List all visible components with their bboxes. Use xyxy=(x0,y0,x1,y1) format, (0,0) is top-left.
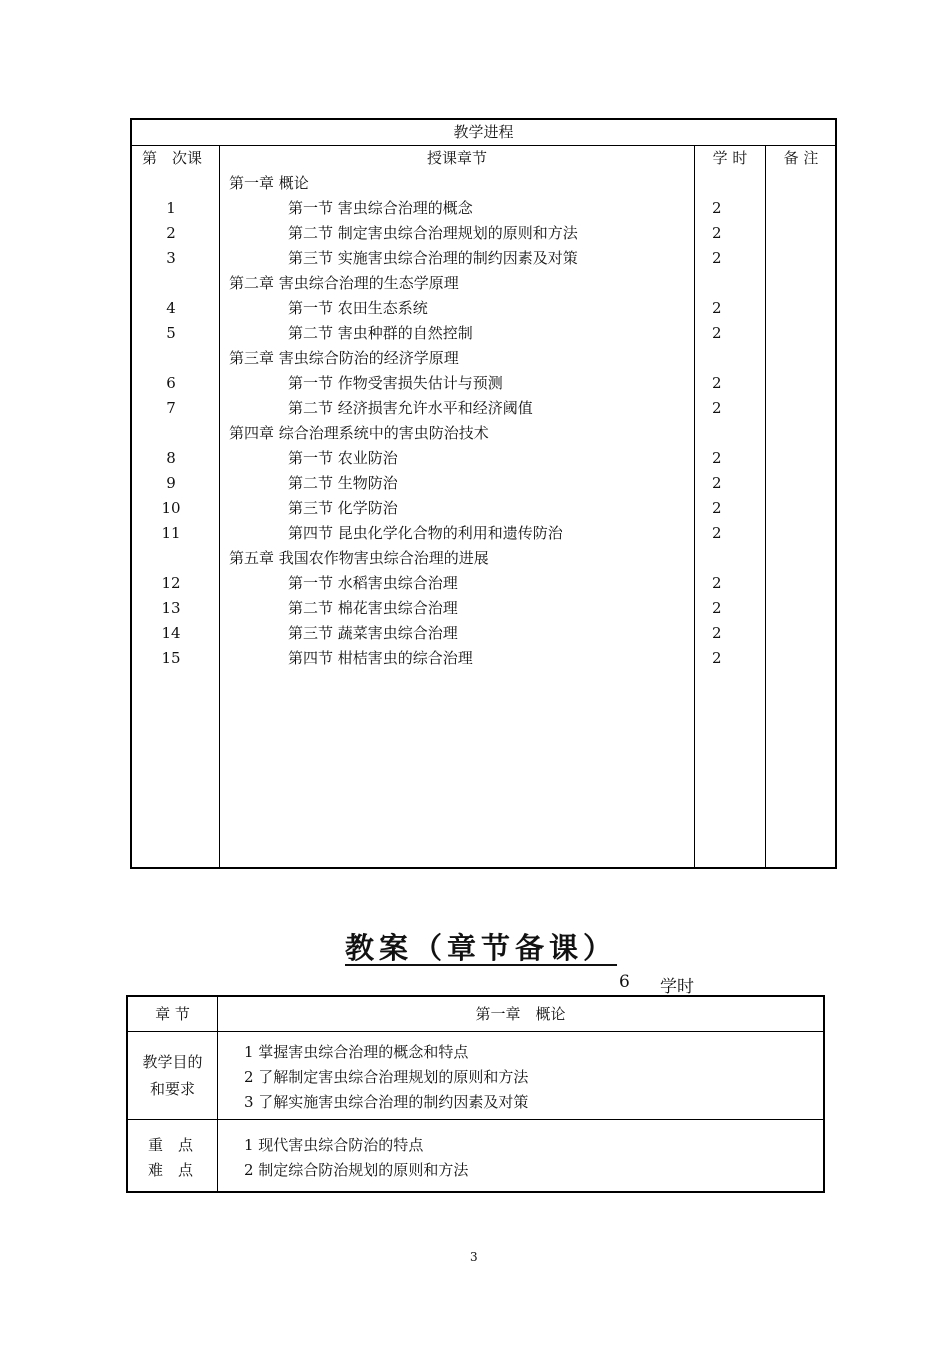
session-number: 2 xyxy=(166,224,176,242)
section-title: 第四节 柑桔害虫的综合治理 xyxy=(288,649,473,667)
section-title: 第三节 蔬菜害虫综合治理 xyxy=(288,624,458,642)
divider xyxy=(694,146,695,867)
section-hours: 2 xyxy=(712,599,722,617)
section-hours: 2 xyxy=(712,249,722,267)
session-number: 5 xyxy=(166,324,176,342)
section-hours: 2 xyxy=(712,449,722,467)
chapter-heading: 第二章 害虫综合治理的生态学原理 xyxy=(229,274,459,292)
session-number: 4 xyxy=(166,299,176,317)
header-hours: 学 时 xyxy=(712,149,748,167)
schedule-table xyxy=(130,118,837,869)
lesson-plan-title: 教案（章节备课） xyxy=(345,931,618,965)
divider xyxy=(217,997,218,1191)
session-number: 6 xyxy=(166,374,176,392)
session-number: 7 xyxy=(166,399,176,417)
session-number: 10 xyxy=(161,499,181,517)
section-title: 第二节 经济损害允许水平和经济阈值 xyxy=(288,399,533,417)
section-hours: 2 xyxy=(712,624,722,642)
session-number: 12 xyxy=(161,574,181,592)
page-number: 3 xyxy=(470,1250,478,1264)
key-label: 难 点 xyxy=(148,1161,194,1179)
section-title: 第四节 昆虫化学化合物的利用和遗传防治 xyxy=(288,524,563,542)
section-hours: 2 xyxy=(712,399,722,417)
goals-label: 和要求 xyxy=(149,1080,195,1098)
header-chapter: 授课章节 xyxy=(426,149,487,167)
session-number: 3 xyxy=(166,249,176,267)
chapter-label: 章 节 xyxy=(155,1005,190,1023)
divider xyxy=(219,146,220,867)
section-title: 第一节 农业防治 xyxy=(288,449,398,467)
chapter-heading: 第五章 我国农作物害虫综合治理的进展 xyxy=(229,549,489,567)
key-point-item: 1 现代害虫综合防治的特点 xyxy=(244,1136,424,1154)
session-number: 8 xyxy=(166,449,176,467)
section-hours: 2 xyxy=(712,499,722,517)
chapter-value: 第一章 概论 xyxy=(475,1005,566,1023)
divider xyxy=(128,1119,823,1120)
session-number: 15 xyxy=(161,649,181,667)
key-label: 重 点 xyxy=(148,1136,194,1154)
section-hours: 2 xyxy=(712,649,722,667)
header-session: 第 次课 xyxy=(142,149,203,167)
session-number: 1 xyxy=(166,199,176,217)
goal-item: 3 了解实施害虫综合治理的制约因素及对策 xyxy=(244,1093,529,1111)
section-title: 第一节 水稻害虫综合治理 xyxy=(288,574,458,592)
section-hours: 2 xyxy=(712,374,722,392)
section-title: 第一节 农田生态系统 xyxy=(288,299,428,317)
goal-item: 2 了解制定害虫综合治理规划的原则和方法 xyxy=(244,1068,529,1086)
section-title: 第三节 实施害虫综合治理的制约因素及对策 xyxy=(288,249,578,267)
section-title: 第三节 化学防治 xyxy=(288,499,398,517)
section-title: 第一节 害虫综合治理的概念 xyxy=(288,199,473,217)
session-number: 11 xyxy=(161,524,181,542)
chapter-heading: 第四章 综合治理系统中的害虫防治技术 xyxy=(229,424,489,442)
section-hours: 2 xyxy=(712,574,722,592)
section-title: 第一节 作物受害损失估计与预测 xyxy=(288,374,503,392)
section-hours: 2 xyxy=(712,524,722,542)
key-point-item: 2 制定综合防治规划的原则和方法 xyxy=(244,1161,469,1179)
hours-label: 学时 xyxy=(660,977,694,997)
lesson-plan-table xyxy=(126,995,825,1193)
section-hours: 2 xyxy=(712,324,722,342)
chapter-heading: 第一章 概论 xyxy=(229,174,309,192)
section-title: 第二节 生物防治 xyxy=(288,474,398,492)
section-hours: 2 xyxy=(712,199,722,217)
session-number: 14 xyxy=(161,624,181,642)
goal-item: 1 掌握害虫综合治理的概念和特点 xyxy=(244,1043,469,1061)
section-title: 第二节 制定害虫综合治理规划的原则和方法 xyxy=(288,224,578,242)
header-notes: 备 注 xyxy=(783,149,819,167)
session-number: 9 xyxy=(166,474,176,492)
chapter-heading: 第三章 害虫综合防治的经济学原理 xyxy=(229,349,459,367)
session-number: 13 xyxy=(161,599,181,617)
divider xyxy=(765,146,766,867)
section-hours: 2 xyxy=(712,474,722,492)
section-hours: 2 xyxy=(712,299,722,317)
divider xyxy=(132,145,835,146)
divider xyxy=(128,1031,823,1032)
schedule-title: 教学进程 xyxy=(453,123,514,141)
hours-number: 6 xyxy=(619,972,630,992)
goals-label: 教学目的 xyxy=(142,1053,203,1071)
section-title: 第二节 害虫种群的自然控制 xyxy=(288,324,473,342)
section-hours: 2 xyxy=(712,224,722,242)
section-title: 第二节 棉花害虫综合治理 xyxy=(288,599,458,617)
